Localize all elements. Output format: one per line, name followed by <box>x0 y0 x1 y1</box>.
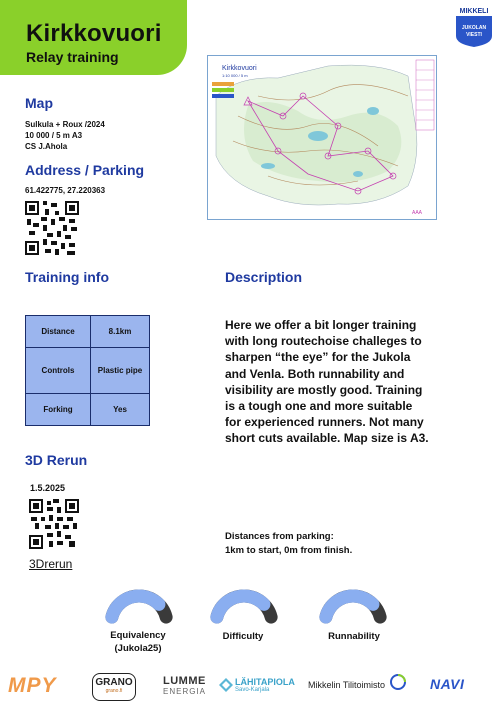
sponsor-grano-sub: grano.fi <box>105 688 123 694</box>
sponsor-lumme <box>163 675 206 696</box>
equivalency-label-line1: Equivalency <box>110 630 166 641</box>
tilitoimisto-ring-icon <box>389 673 407 691</box>
distances-title: Distances from parking: <box>225 531 334 542</box>
map-thumb-title: Kirkkovuori <box>222 65 257 72</box>
logo-top-text: MIKKELI <box>459 8 489 15</box>
description-heading: Description <box>225 269 303 285</box>
table-row <box>26 348 150 394</box>
runnability-gauge-fill <box>326 596 373 617</box>
distance-value: 8.1km <box>91 316 150 348</box>
page-subtitle: Relay training <box>26 49 119 65</box>
sponsor-grano <box>92 673 136 701</box>
map-line-2: 10 000 / 5 m A3 <box>25 131 83 140</box>
rerun-date: 1.5.2025 <box>30 483 66 493</box>
difficulty-gauge-fill <box>217 596 264 617</box>
equivalency-label <box>98 629 178 655</box>
lahitapiola-icon <box>219 678 233 692</box>
parking-coordinates: 61.422775, 27.220363 <box>25 186 106 195</box>
sponsor-mpy: MPY <box>8 674 57 697</box>
rerun-heading: 3D Rerun <box>25 452 88 468</box>
mikkeli-jukola-logo <box>454 4 494 48</box>
page-title: Kirkkovuori <box>26 20 162 47</box>
rating-gauges <box>0 582 496 662</box>
sponsor-lahitapiola-sub: Savo-Karjala <box>235 687 270 693</box>
address-heading: Address / Parking <box>25 162 145 178</box>
distances-from-parking <box>225 530 425 557</box>
forking-value: Yes <box>91 394 150 426</box>
parking-qr-code[interactable] <box>25 201 79 255</box>
rerun-qr-code[interactable] <box>29 499 79 549</box>
sponsor-lumme-text: LUMME <box>163 675 206 687</box>
map-heading: Map <box>25 95 53 111</box>
sponsor-tilitoimisto: Mikkelin Tilitoimisto <box>308 680 386 690</box>
logo-text-2: VIESTI <box>466 32 482 38</box>
training-info-heading: Training info <box>25 269 109 285</box>
map-line-3: CS J.Ahola <box>25 142 68 151</box>
map-thumb-corner: AAA <box>412 210 423 216</box>
description-text: Here we offer a bit longer training with long routechoise challeges to sharpen “the eye” for the Jukola and Venla. Both runnability and visibility are mostly good. Training is a tough one and more suitable for experienced runners. Not many short cuts available. Map size is A3. <box>225 318 429 446</box>
map-line-1: Sulkula + Roux /2024 <box>25 120 105 129</box>
training-info-table <box>25 315 150 426</box>
orienteering-map-thumbnail[interactable] <box>207 55 437 220</box>
controls-label: Controls <box>26 348 91 394</box>
controls-value: Plastic pipe <box>91 348 150 394</box>
map-drawing <box>208 56 436 219</box>
sponsor-lumme-sub: ENERGIA <box>163 687 207 696</box>
rerun-link[interactable]: 3Drerun <box>29 557 73 571</box>
runnability-label: Runnability <box>328 631 380 642</box>
sponsor-lahitapiola-text: LÄHITAPIOLA <box>235 677 295 687</box>
distances-text: 1km to start, 0m from finish. <box>225 544 353 556</box>
sponsor-grano-text: GRANO <box>95 677 133 688</box>
sponsor-navi: NAVI <box>430 676 465 692</box>
equivalency-label-line2: (Jukola25) <box>114 643 162 654</box>
logo-text-1: JUKOLAN <box>461 25 487 31</box>
distance-label: Distance <box>26 316 91 348</box>
map-thumb-scale: 1:10 000 / 5 m <box>222 73 248 78</box>
forking-label: Forking <box>26 394 91 426</box>
table-row <box>26 316 150 348</box>
difficulty-label: Difficulty <box>222 631 264 642</box>
table-row <box>26 394 150 426</box>
equivalency-gauge-fill <box>112 596 159 617</box>
